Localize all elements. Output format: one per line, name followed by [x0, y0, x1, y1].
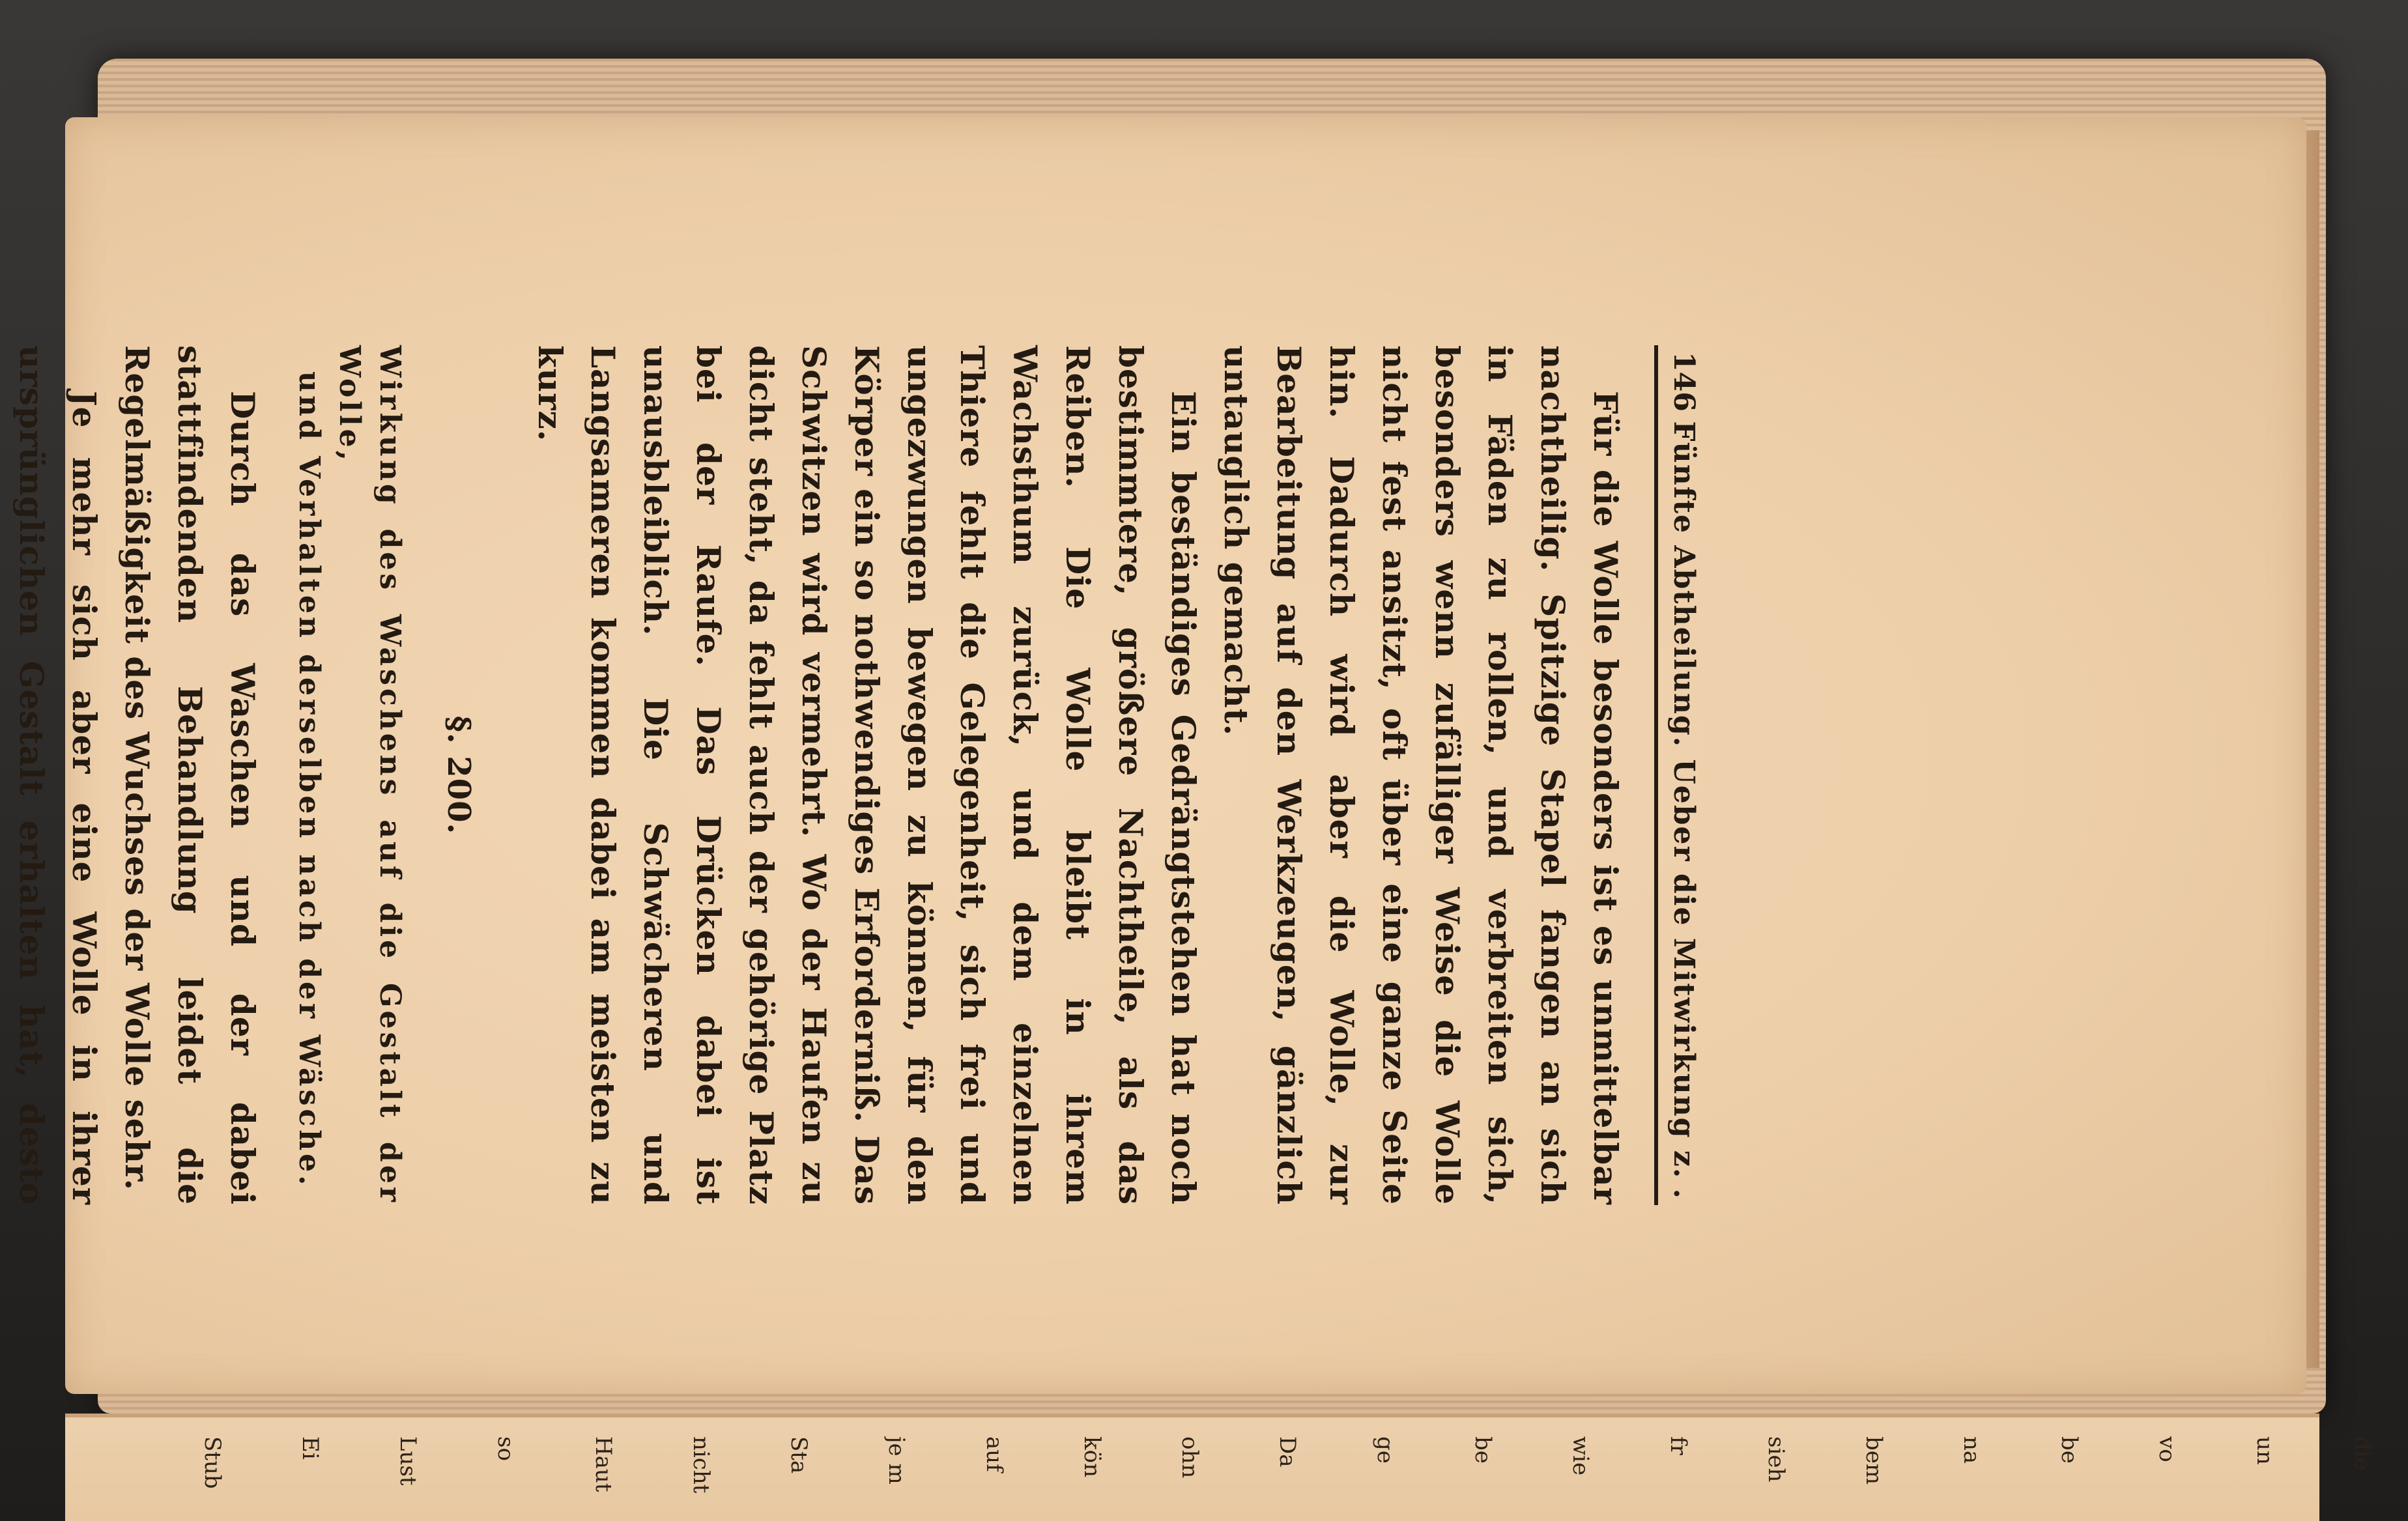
- rotated-page-text: [12, 345, 1700, 1205]
- next-page-fragment: sieh: [1763, 1436, 1789, 1483]
- next-page-fragment: Haut: [590, 1436, 616, 1492]
- paragraph: Je mehr sich aber eine Wolle in ihrer ursprünglichen Gestalt erhalten hat, desto: [12, 345, 104, 1205]
- next-page-fragment: auf: [981, 1436, 1007, 1472]
- next-page-fragment: fr: [1665, 1436, 1691, 1455]
- paragraph: Ein beständiges Gedrängtstehen hat noch bestimmtere, größere Nachtheile, als das Reiben. Die Wolle bleibt in ihrem Wachsthum zurück, und dem einzelnen Thiere fehlt die Gelegenheit, sich frei und ungezwungen bewegen zu können, für den Körper ein so nothwendiges Erforderniß. Das Schwitzen wird vermehrt. Wo der Haufen zu dicht steht, da fehlt auch der gehörige Platz bei der Raufe. Das Drücken dabei ist unausbleiblich. Die Schwächeren und Langsameren kommen dabei am meisten zu kurz.: [531, 345, 1203, 1205]
- next-page-fragment: na: [1958, 1436, 1985, 1464]
- next-page-fragment: be: [2056, 1436, 2082, 1464]
- running-head: [1654, 345, 1700, 1205]
- next-page-fragment: nicht: [688, 1436, 714, 1494]
- running-head-title: Fünfte Abtheilung. Ueber die Mitwirkung z.: [1667, 421, 1700, 1180]
- next-page-fragment: ge: [1372, 1436, 1398, 1464]
- next-page-fragment: vo: [2154, 1436, 2180, 1462]
- next-page-fragment: un: [2252, 1436, 2278, 1465]
- next-page-fragment: ohn: [1177, 1436, 1203, 1479]
- next-page-fragment: je m: [883, 1436, 910, 1485]
- paragraph: Für die Wolle besonders ist es unmittelbar nachtheilig. Spitzige Stapel fangen an sich in Fäden zu rollen, und verbreiten sich, besonders wenn zufälliger Weise die Wolle nicht fest ansitzt, oft über eine ganze Seite hin. Dadurch wird aber die Wolle, zur Bearbeitung auf den Werkzeugen, gänzlich untauglich gemacht.: [1217, 345, 1625, 1205]
- page-number: 146: [1667, 352, 1700, 412]
- section-number: §. 200.: [440, 715, 477, 835]
- section-heading-line: und Verhalten derselben nach der Wäsche.: [293, 371, 326, 1189]
- section-heading-line: Wirkung des Waschens auf die Gestalt der Wolle,: [333, 345, 407, 1205]
- running-head-mark: .: [1667, 1188, 1700, 1199]
- next-page-fragment: wie: [1568, 1436, 1594, 1476]
- next-page-fragment: kön: [1079, 1436, 1105, 1477]
- next-page-fragment: Stub: [199, 1436, 225, 1489]
- next-page-fragment: be: [1470, 1436, 1496, 1464]
- next-page-fragment: Sta: [786, 1436, 812, 1474]
- paragraph: Durch das Waschen und der dabei stattfindenden Behandlung leidet die Regelmäßigkeit des Wuchses der Wolle sehr.: [118, 345, 262, 1205]
- body-text: [0, 345, 1632, 1205]
- next-page-fragment: Lust: [395, 1436, 421, 1486]
- next-page-fragment: Da: [1274, 1436, 1300, 1468]
- next-page-fragment: so: [493, 1436, 519, 1461]
- next-page-fragment: die: [2349, 1436, 2375, 1471]
- next-page-fragment: Ei: [297, 1436, 323, 1460]
- next-page-fragment: bem: [1861, 1436, 1887, 1485]
- section-heading: [289, 345, 410, 1205]
